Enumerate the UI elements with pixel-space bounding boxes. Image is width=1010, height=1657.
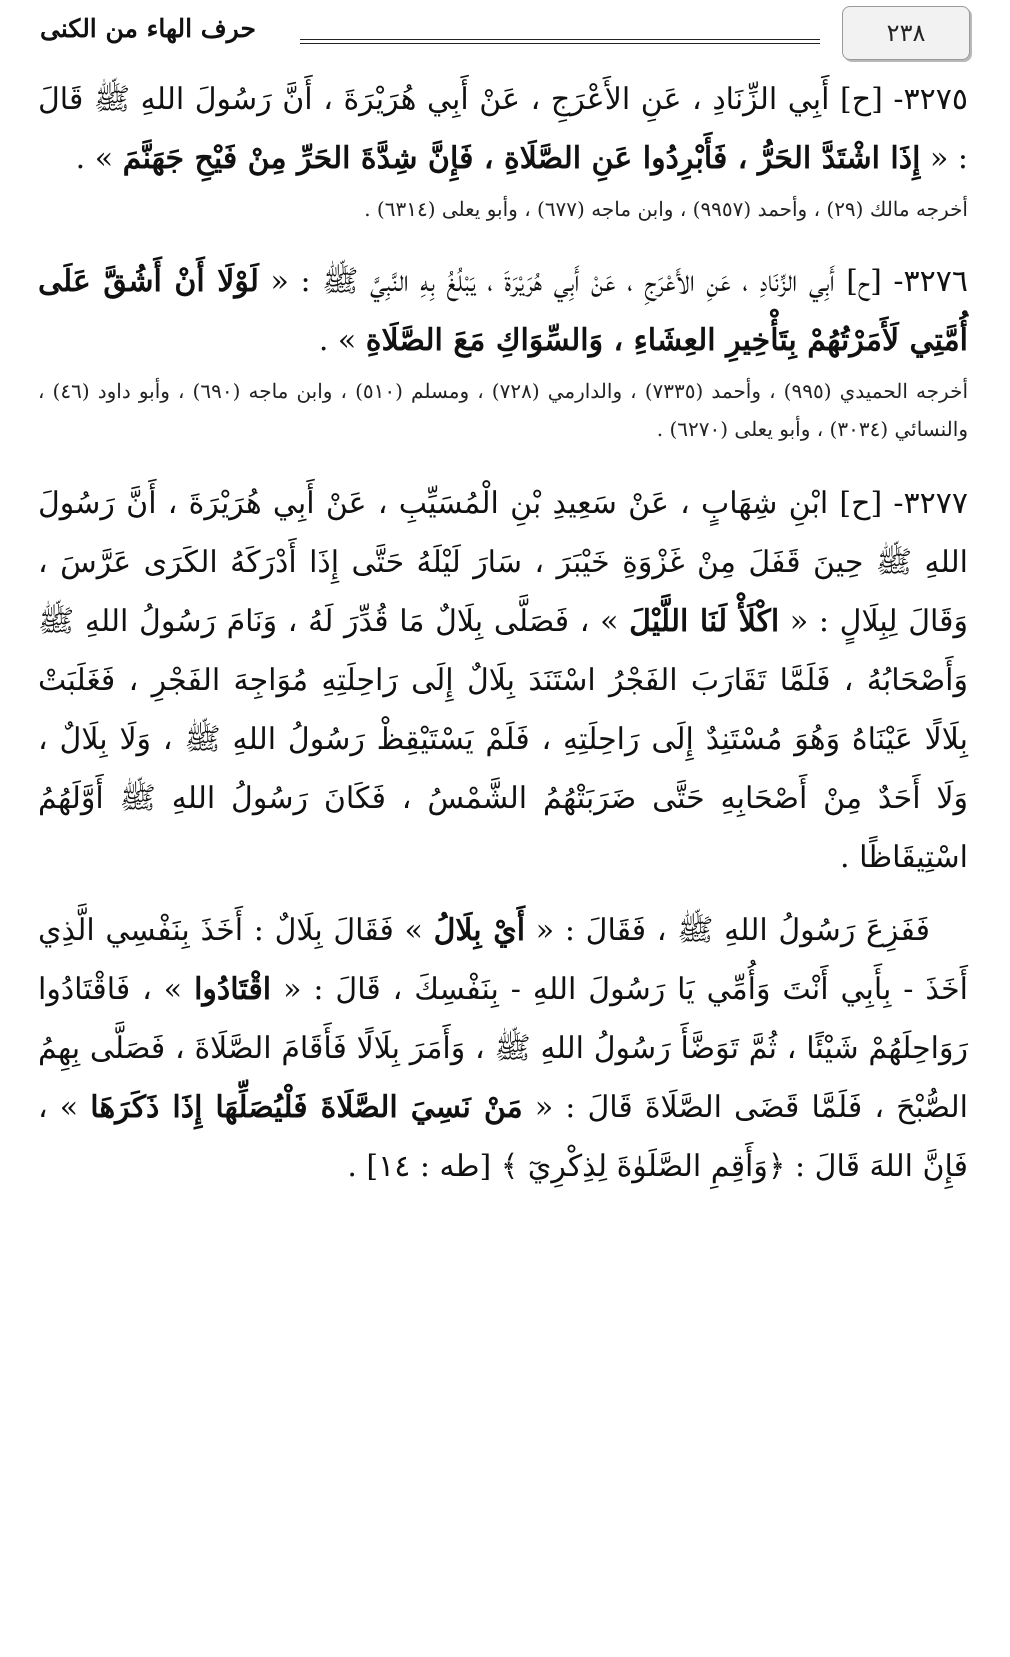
hadith-matn: أَيْ بِلَالُ: [433, 913, 526, 948]
hadith-matn: لَوْلَا أَنْ أَشُقَّ عَلَى أُمَّتِي لَأَمَرْتُهُمْ بِتَأْخِيرِ العِشَاءِ ، وَالسِّوَاكِ مَعَ الصَّلَاةِ: [38, 264, 968, 358]
hadith-number: ٣٢٧٦: [903, 264, 968, 299]
hadith-3277: [38, 474, 968, 1196]
hadith-number: ٣٢٧٧: [903, 486, 968, 521]
hadith-3276: [38, 252, 968, 448]
hadith-matn: اكْلَأْ لَنَا اللَّيْلَ: [629, 604, 780, 639]
hadith-closing: » .: [75, 141, 123, 176]
hadith-text: [38, 252, 968, 370]
hadith-text-segment: » ، فَصَلَّى بِلَالٌ مَا قُدِّرَ لَهُ ، وَنَامَ رَسُولُ اللهِ ﷺ وَأَصْحَابُهُ ، فَلَمَّا تَقَارَبَ الفَجْرُ اسْتَنَدَ بِلَالٌ إِلَى رَاحِلَتِهِ مُوَاجِهَ الفَجْرِ ، فَغَلَبَتْ بِلَالًا عَيْنَاهُ وَهُوَ مُسْتَنِدٌ إِلَى رَاحِلَتِهِ ، فَلَمْ يَسْتَيْقِظْ رَسُولُ اللهِ ﷺ ، وَلَا بِلَالٌ ، وَلَا أَحَدٌ مِنْ أَصْحَابِهِ حَتَّى ضَرَبَتْهُمُ الشَّمْسُ ، فَكَانَ رَسُولُ اللهِ ﷺ أَوَّلَهُمُ اسْتِيقَاظًا .: [38, 604, 968, 875]
hadith-matn: مَنْ نَسِيَ الصَّلَاةَ فَلْيُصَلِّهَا إِذَا ذَكَرَهَا: [90, 1090, 523, 1125]
hadith-closing: » .: [318, 323, 366, 358]
hadith-isnad: - [ح] أَبِي الزِّنَادِ ، عَنِ الأَعْرَجِ ، عَنْ أَبِي هُرَيْرَةَ ، أَنَّ رَسُولَ اللهِ ﷺ قَالَ : «: [38, 82, 968, 176]
hadith-matn: إِذَا اشْتَدَّ الحَرُّ ، فَأَبْرِدُوا عَنِ الصَّلَاةِ ، فَإِنَّ شِدَّةَ الحَرِّ مِنْ فَيْحِ جَهَنَّمَ: [122, 141, 921, 176]
hadith-text-segment: » ، فَإِنَّ اللهَ قَالَ : ﴿وَأَقِمِ الصَّلَوٰةَ لِذِكْرِيٓ ﴾ [طه : ١٤] .: [38, 1090, 968, 1184]
spacer: [38, 448, 968, 474]
hadith-isnad: - [ح] أَبِي الزِّنَادِ ، عَنِ الأَعْرَجِ ، عَنْ أَبِي هُرَيْرَةَ ، يَبْلُغُ بِهِ النَّبِيَّ ﷺ : «: [258, 264, 904, 299]
hadith-text-segment: فَفَزِعَ رَسُولُ اللهِ ﷺ ، فَقَالَ : «: [525, 913, 930, 948]
hadith-text-segment: » فَقَالَ بِلَالٌ : أَخَذَ بِنَفْسِي الَّذِي أَخَذَ - بِأَبِي أَنْتَ وَأُمِّي يَا رَسُولَ اللهِ - بِنَفْسِكَ ، قَالَ : «: [38, 913, 968, 1007]
hadith-3275: [38, 70, 968, 228]
page-header: [0, 6, 1010, 62]
hadith-text-segment: - [ح] ابْنِ شِهَابٍ ، عَنْ سَعِيدِ بْنِ الْمُسَيِّبِ ، عَنْ أَبِي هُرَيْرَةَ ، أَنَّ رَسُولَ اللهِ ﷺ حِينَ قَفَلَ مِنْ غَزْوَةِ خَيْبَرَ ، سَارَ لَيْلَهُ حَتَّى إِذَا أَدْرَكَهُ الكَرَى عَرَّسَ ، وَقَالَ لِبِلَالٍ : «: [38, 486, 968, 639]
page-number: ٢٣٨: [842, 6, 970, 60]
hadith-takhrij: أخرجه الحميدي (٩٩٥) ، وأحمد (٧٣٣٥) ، والدارمي (٧٢٨) ، ومسلم (٥١٠) ، وابن ماجه (٦٩٠) ، وأبو داود (٤٦) ، والنسائي (٣٠٣٤) ، وأبو يعلى (٦٢٧٠) .: [38, 379, 969, 441]
chapter-title: حرف الهاء من الكنى: [40, 14, 256, 43]
hadith-paragraph-1: [38, 474, 968, 887]
hadith-takhrij: أخرجه مالك (٢٩) ، وأحمد (٩٩٥٧) ، وابن ماجه (٦٧٧) ، وأبو يعلى (٦٣١٤) .: [364, 197, 968, 221]
hadith-text: [38, 70, 968, 188]
spacer: [38, 228, 968, 252]
header-divider: [300, 39, 820, 44]
hadith-paragraph-2: [38, 901, 968, 1196]
hadith-number: ٣٢٧٥: [903, 82, 968, 117]
hadith-matn: اقْتَادُوا: [194, 972, 272, 1007]
hadith-text-segment: » ، فَاقْتَادُوا رَوَاحِلَهُمْ شَيْئًا ، ثُمَّ تَوَضَّأَ رَسُولُ اللهِ ﷺ ، وَأَمَرَ بِلَالًا فَأَقَامَ الصَّلَاةَ ، فَصَلَّى بِهِمُ الصُّبْحَ ، فَلَمَّا قَضَى الصَّلَاةَ قَالَ : «: [38, 972, 968, 1125]
spacer: [38, 887, 968, 901]
page-content: [38, 70, 968, 1196]
